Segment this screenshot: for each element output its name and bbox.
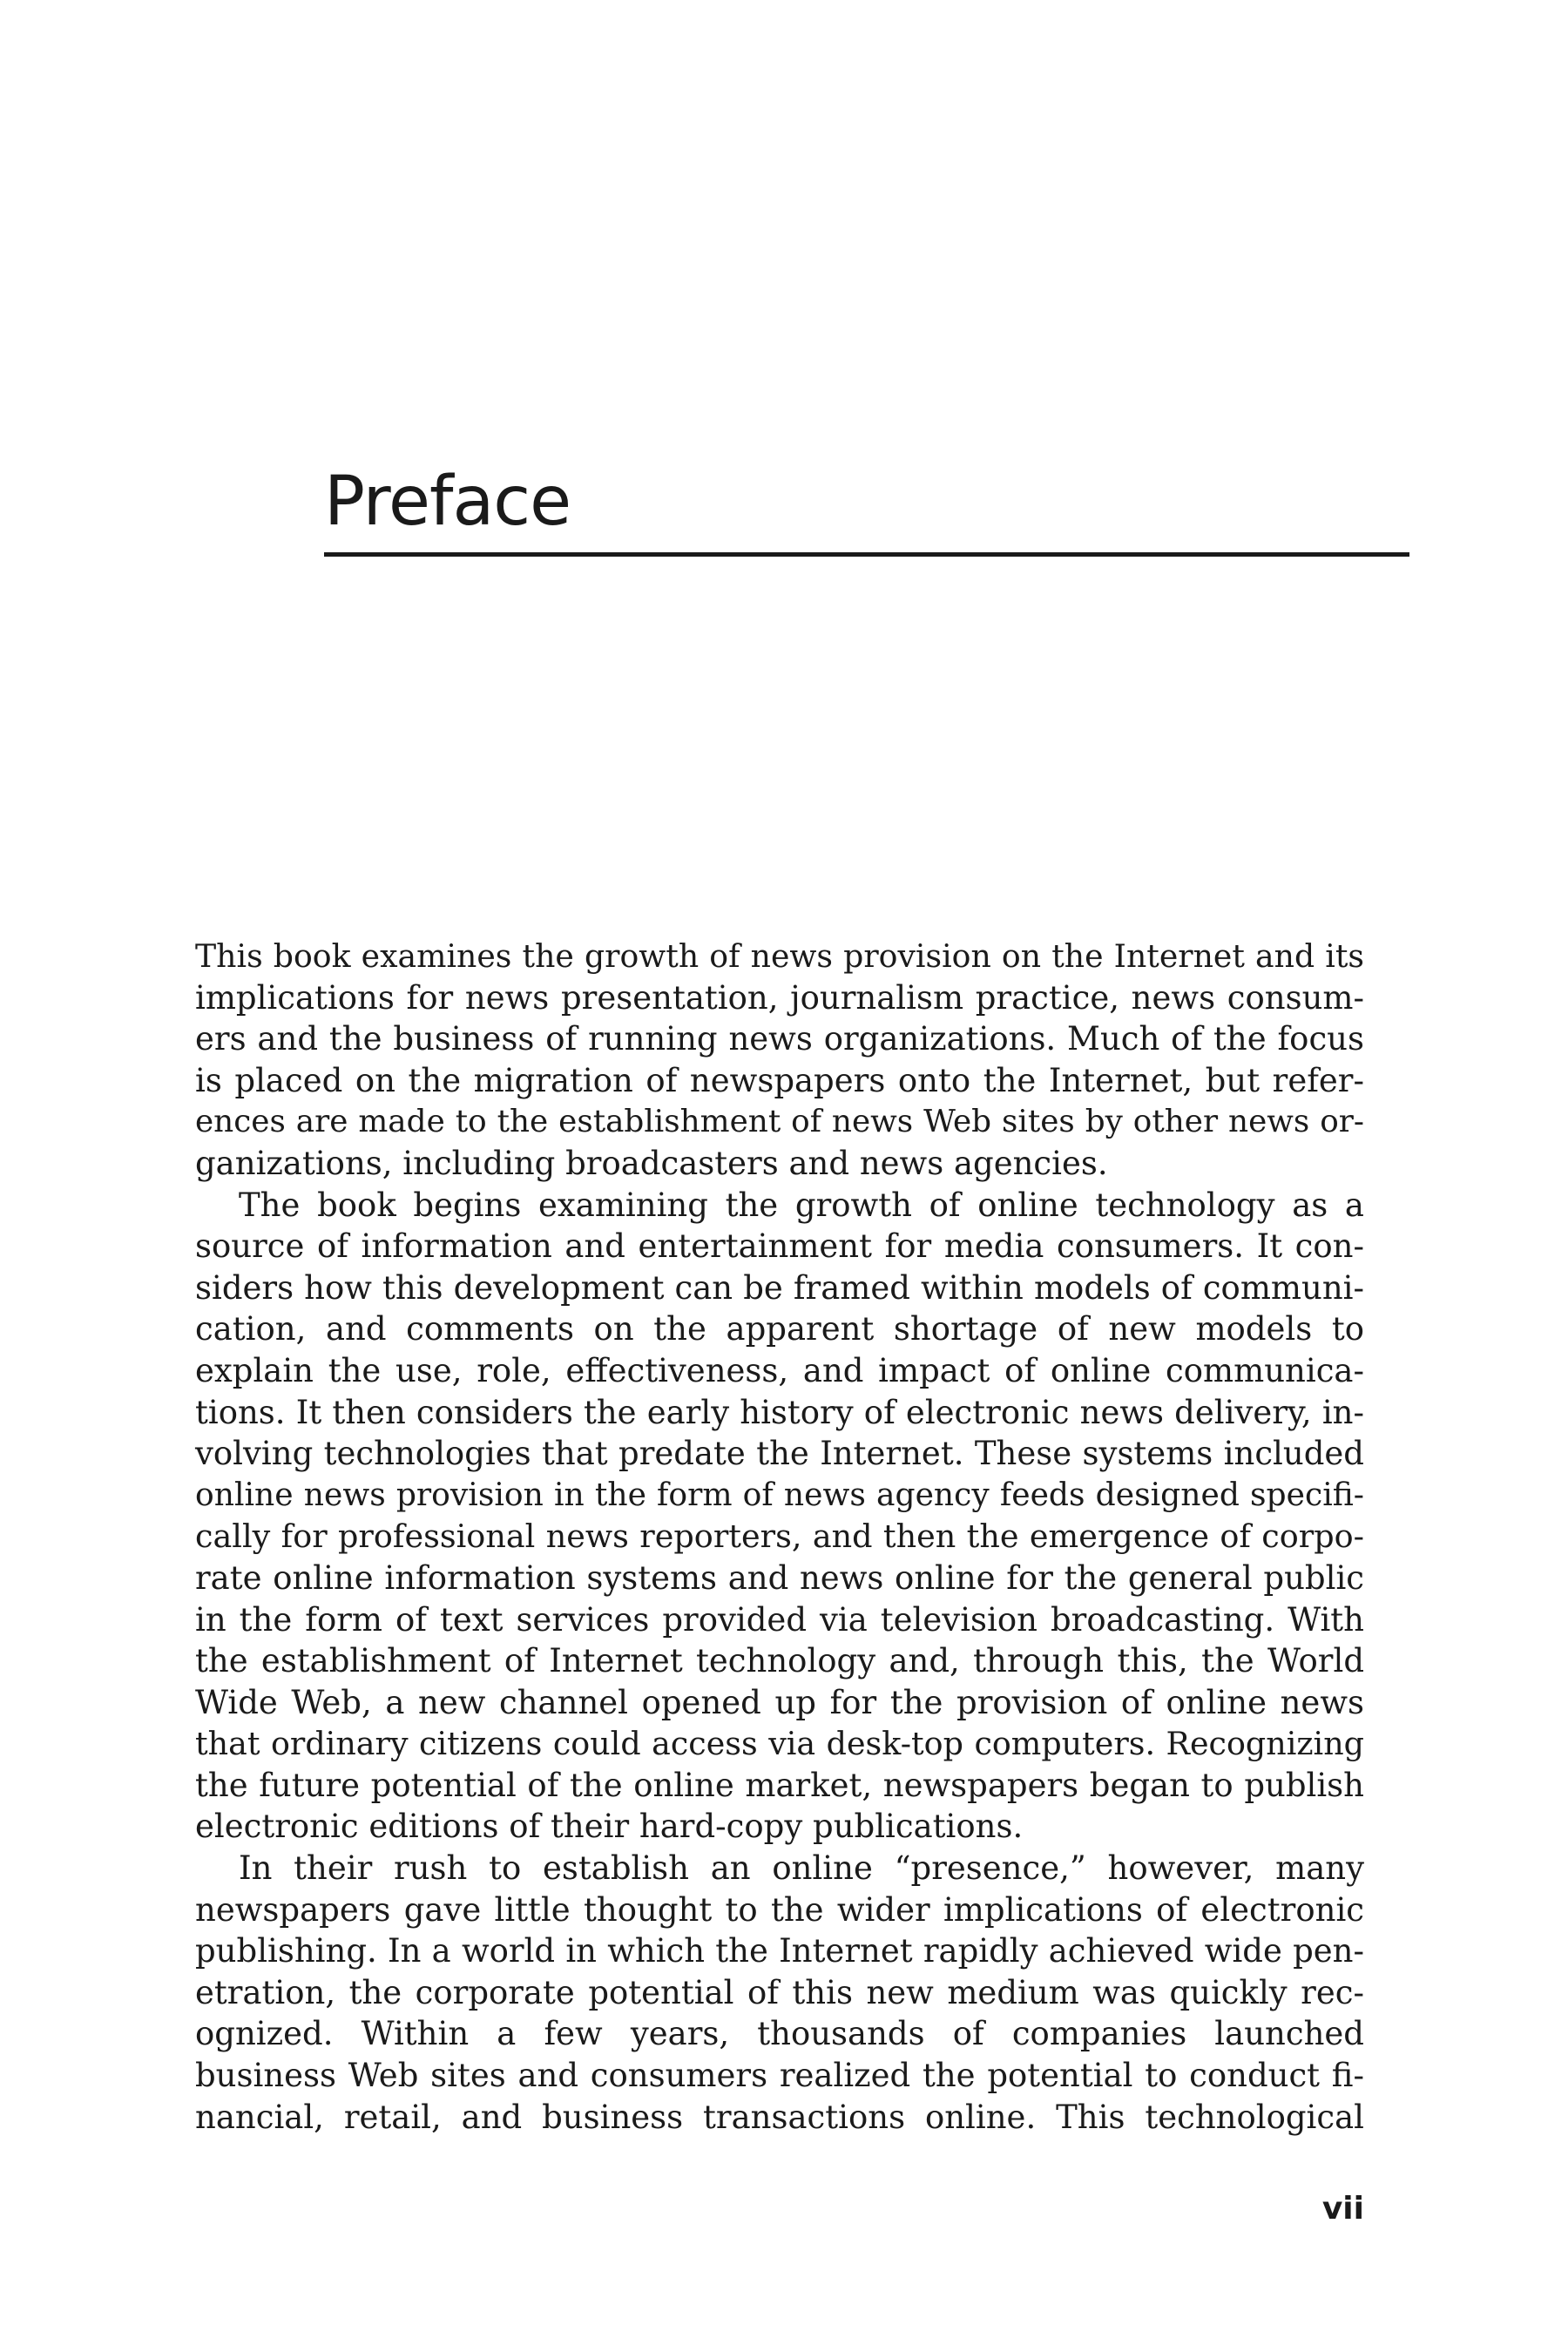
text-line: ers and the business of running news organizations. Much of the focus xyxy=(195,1020,1364,1058)
text-line: ganizations, including broadcasters and news agencies. xyxy=(195,1144,1108,1182)
text-line: is placed on the migration of newspapers onto the Internet, but refer- xyxy=(195,1061,1364,1099)
text-line: Wide Web, a new channel opened up for the provision of online news xyxy=(195,1683,1364,1721)
text-line: nancial, retail, and business transactions online. This technological xyxy=(195,2098,1364,2136)
text-line: etration, the corporate potential of this new medium was quickly rec- xyxy=(195,1973,1364,2011)
text-line: business Web sites and consumers realized the potential to conduct fi- xyxy=(195,2057,1364,2095)
title-rule xyxy=(324,552,1409,557)
text-line: cation, and comments on the apparent shortage of new models to xyxy=(195,1310,1364,1348)
text-line: explain the use, role, effectiveness, and impact of online communica- xyxy=(195,1351,1364,1389)
text-line: in the form of text services provided via television broadcasting. With xyxy=(195,1600,1364,1639)
text-line: siders how this development can be framed within models of communi- xyxy=(195,1268,1364,1307)
text-line: volving technologies that predate the Internet. These systems included xyxy=(195,1435,1364,1473)
text-line: the establishment of Internet technology and, through this, the World xyxy=(195,1642,1364,1680)
text-line: rate online information systems and news online for the general public xyxy=(195,1558,1364,1597)
text-line: online news provision in the form of news agency feeds designed specifi- xyxy=(195,1476,1364,1513)
text-line: implications for news presentation, journalism practice, news consum- xyxy=(195,978,1364,1017)
text-line: electronic editions of their hard-copy publications. xyxy=(195,1808,1024,1846)
text-line: This book examines the growth of news provision on the Internet and its xyxy=(195,937,1364,975)
text-line: tions. It then considers the early history of electronic news delivery, in- xyxy=(195,1393,1364,1431)
text-line: publishing. In a world in which the Internet rapidly achieved wide pen- xyxy=(195,1932,1364,1970)
page-number: vii xyxy=(1321,2191,1364,2227)
text-line: the future potential of the online market, newspapers began to publish xyxy=(195,1766,1364,1804)
chapter-title: Preface xyxy=(324,463,571,541)
text-line: ences are made to the establishment of news Web sites by other news or- xyxy=(195,1104,1364,1140)
text-line: that ordinary citizens could access via desk-top computers. Recognizing xyxy=(195,1725,1364,1763)
body-text xyxy=(195,936,1364,2138)
text-line: The book begins examining the growth of online technology as a xyxy=(239,1186,1364,1224)
text-line: cally for professional news reporters, and then the emergence of corpo- xyxy=(195,1517,1364,1556)
text-line: source of information and entertainment for media consumers. It con- xyxy=(195,1227,1364,1266)
text-line: newspapers gave little thought to the wider implications of electronic xyxy=(195,1890,1364,1929)
text-line: In their rush to establish an online “presence,” however, many xyxy=(239,1849,1364,1888)
text-line: ognized. Within a few years, thousands of companies launched xyxy=(195,2015,1364,2053)
